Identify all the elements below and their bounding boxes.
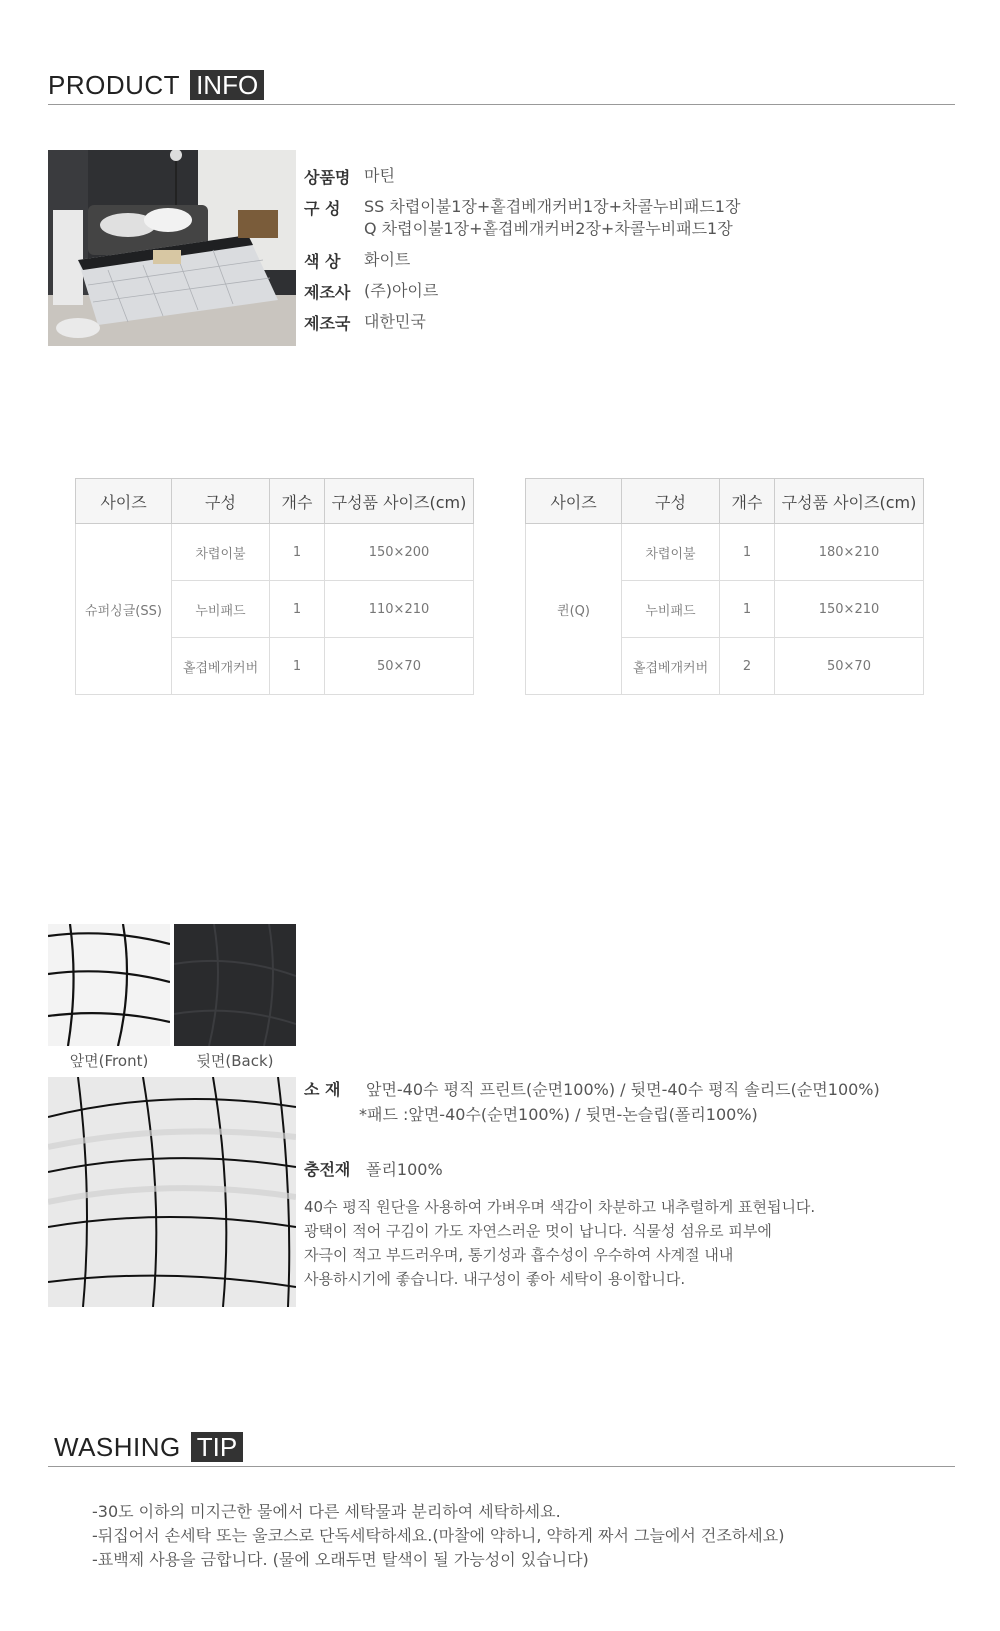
column-header: 개수 <box>720 479 775 524</box>
count-cell: 1 <box>270 581 325 638</box>
filling-line <box>304 1157 880 1182</box>
item-cell: 누비패드 <box>622 581 720 638</box>
dims-cell: 110×210 <box>325 581 474 638</box>
front-caption: 앞면(Front) <box>69 1052 149 1070</box>
info-row-country <box>304 311 740 342</box>
size-name-cell: 슈퍼싱글(SS) <box>76 524 172 695</box>
fabric-closeup-photo <box>48 1077 296 1307</box>
back-caption: 뒷면(Back) <box>196 1052 274 1070</box>
dims-cell: 180×210 <box>775 524 924 581</box>
product-info-list <box>304 165 740 342</box>
size-table-ss <box>75 478 474 695</box>
dims-cell: 150×210 <box>775 581 924 638</box>
info-key: 구 성 <box>304 199 341 218</box>
material-line <box>304 1077 880 1102</box>
column-header: 구성 <box>622 479 720 524</box>
column-header: 구성 <box>172 479 270 524</box>
info-value: 마틴 <box>364 166 395 185</box>
column-header: 개수 <box>270 479 325 524</box>
front-fabric-swatch <box>48 924 170 1046</box>
dims-cell: 150×200 <box>325 524 474 581</box>
material-key: 소 재 <box>304 1080 341 1099</box>
count-cell: 2 <box>720 638 775 695</box>
info-key: 제조사 <box>304 283 351 302</box>
material-info <box>304 1077 880 1182</box>
fabric-description <box>304 1195 815 1291</box>
product-info-header <box>48 70 955 105</box>
washing-tip-accent: TIP <box>191 1432 243 1462</box>
info-value: SS 차렵이불1장+홑겹베개커버1장+차콜누비패드1장 <box>364 197 741 216</box>
table-row <box>76 524 474 581</box>
info-row-manufacturer <box>304 280 740 311</box>
info-row-color <box>304 249 740 280</box>
info-key: 제조국 <box>304 314 351 333</box>
info-value: Q 차렵이불1장+홑겹베개커버2장+차콜누비패드1장 <box>364 219 733 238</box>
description-line: 사용하시기에 좋습니다. 내구성이 좋아 세탁이 용이합니다. <box>304 1270 686 1288</box>
list-item: -뒤집어서 손세탁 또는 울코스로 단독세탁하세요.(마찰에 약하니, 약하게 짜서 그늘에서 건조하세요) <box>92 1526 785 1545</box>
washing-tip-title: WASHING <box>54 1432 181 1462</box>
description-line: 광택이 적어 구김이 가도 자연스러운 멋이 납니다. 식물성 섬유로 피부에 <box>304 1222 772 1240</box>
back-fabric-swatch <box>174 924 296 1046</box>
info-row-composition-q <box>304 218 740 249</box>
count-cell: 1 <box>720 524 775 581</box>
table-row <box>526 524 924 581</box>
info-key: 상품명 <box>304 168 351 187</box>
item-cell: 홑겹베개커버 <box>172 638 270 695</box>
info-value: (주)아이르 <box>364 281 439 300</box>
bedroom-photo <box>48 150 296 346</box>
count-cell: 1 <box>720 581 775 638</box>
description-line: 40수 평직 원단을 사용하여 가벼우며 색감이 차분하고 내추럴하게 표현됩니다. <box>304 1198 816 1216</box>
material-value: 앞면-40수 평직 프린트(순면100%) / 뒷면-40수 평직 솔리드(순면100%) <box>366 1080 880 1099</box>
column-header: 구성품 사이즈(cm) <box>325 479 474 524</box>
product-info-accent: INFO <box>190 70 264 100</box>
info-row-name <box>304 165 740 196</box>
item-cell: 누비패드 <box>172 581 270 638</box>
list-item: -표백제 사용을 금합니다. (물에 오래두면 탈색이 될 가능성이 있습니다) <box>92 1550 589 1569</box>
column-header: 사이즈 <box>526 479 622 524</box>
count-cell: 1 <box>270 524 325 581</box>
item-cell: 홑겹베개커버 <box>622 638 720 695</box>
description-line: 자극이 적고 부드러우며, 통기성과 흡수성이 우수하여 사계절 내내 <box>304 1246 734 1264</box>
dims-cell: 50×70 <box>325 638 474 695</box>
info-key: 색 상 <box>304 252 341 271</box>
dims-cell: 50×70 <box>775 638 924 695</box>
column-header: 구성품 사이즈(cm) <box>775 479 924 524</box>
list-item: -30도 이하의 미지근한 물에서 다른 세탁물과 분리하여 세탁하세요. <box>92 1502 561 1521</box>
size-table-q <box>525 478 924 695</box>
item-cell: 차렵이불 <box>622 524 720 581</box>
size-name-cell: 퀸(Q) <box>526 524 622 695</box>
info-row-composition <box>304 196 740 218</box>
table-header-row <box>76 479 474 524</box>
item-cell: 차렵이불 <box>172 524 270 581</box>
filling-key: 충전재 <box>304 1160 351 1179</box>
info-value: 대한민국 <box>364 312 426 331</box>
material-note: *패드 :앞면-40수(순면100%) / 뒷면-논슬립(폴리100%) <box>359 1105 758 1124</box>
count-cell: 1 <box>270 638 325 695</box>
filling-value: 폴리100% <box>366 1160 443 1179</box>
table-header-row <box>526 479 924 524</box>
info-value: 화이트 <box>364 250 411 269</box>
washing-tip-list <box>92 1500 784 1572</box>
product-info-title: PRODUCT <box>48 70 181 100</box>
washing-tip-header <box>48 1432 955 1467</box>
column-header: 사이즈 <box>76 479 172 524</box>
